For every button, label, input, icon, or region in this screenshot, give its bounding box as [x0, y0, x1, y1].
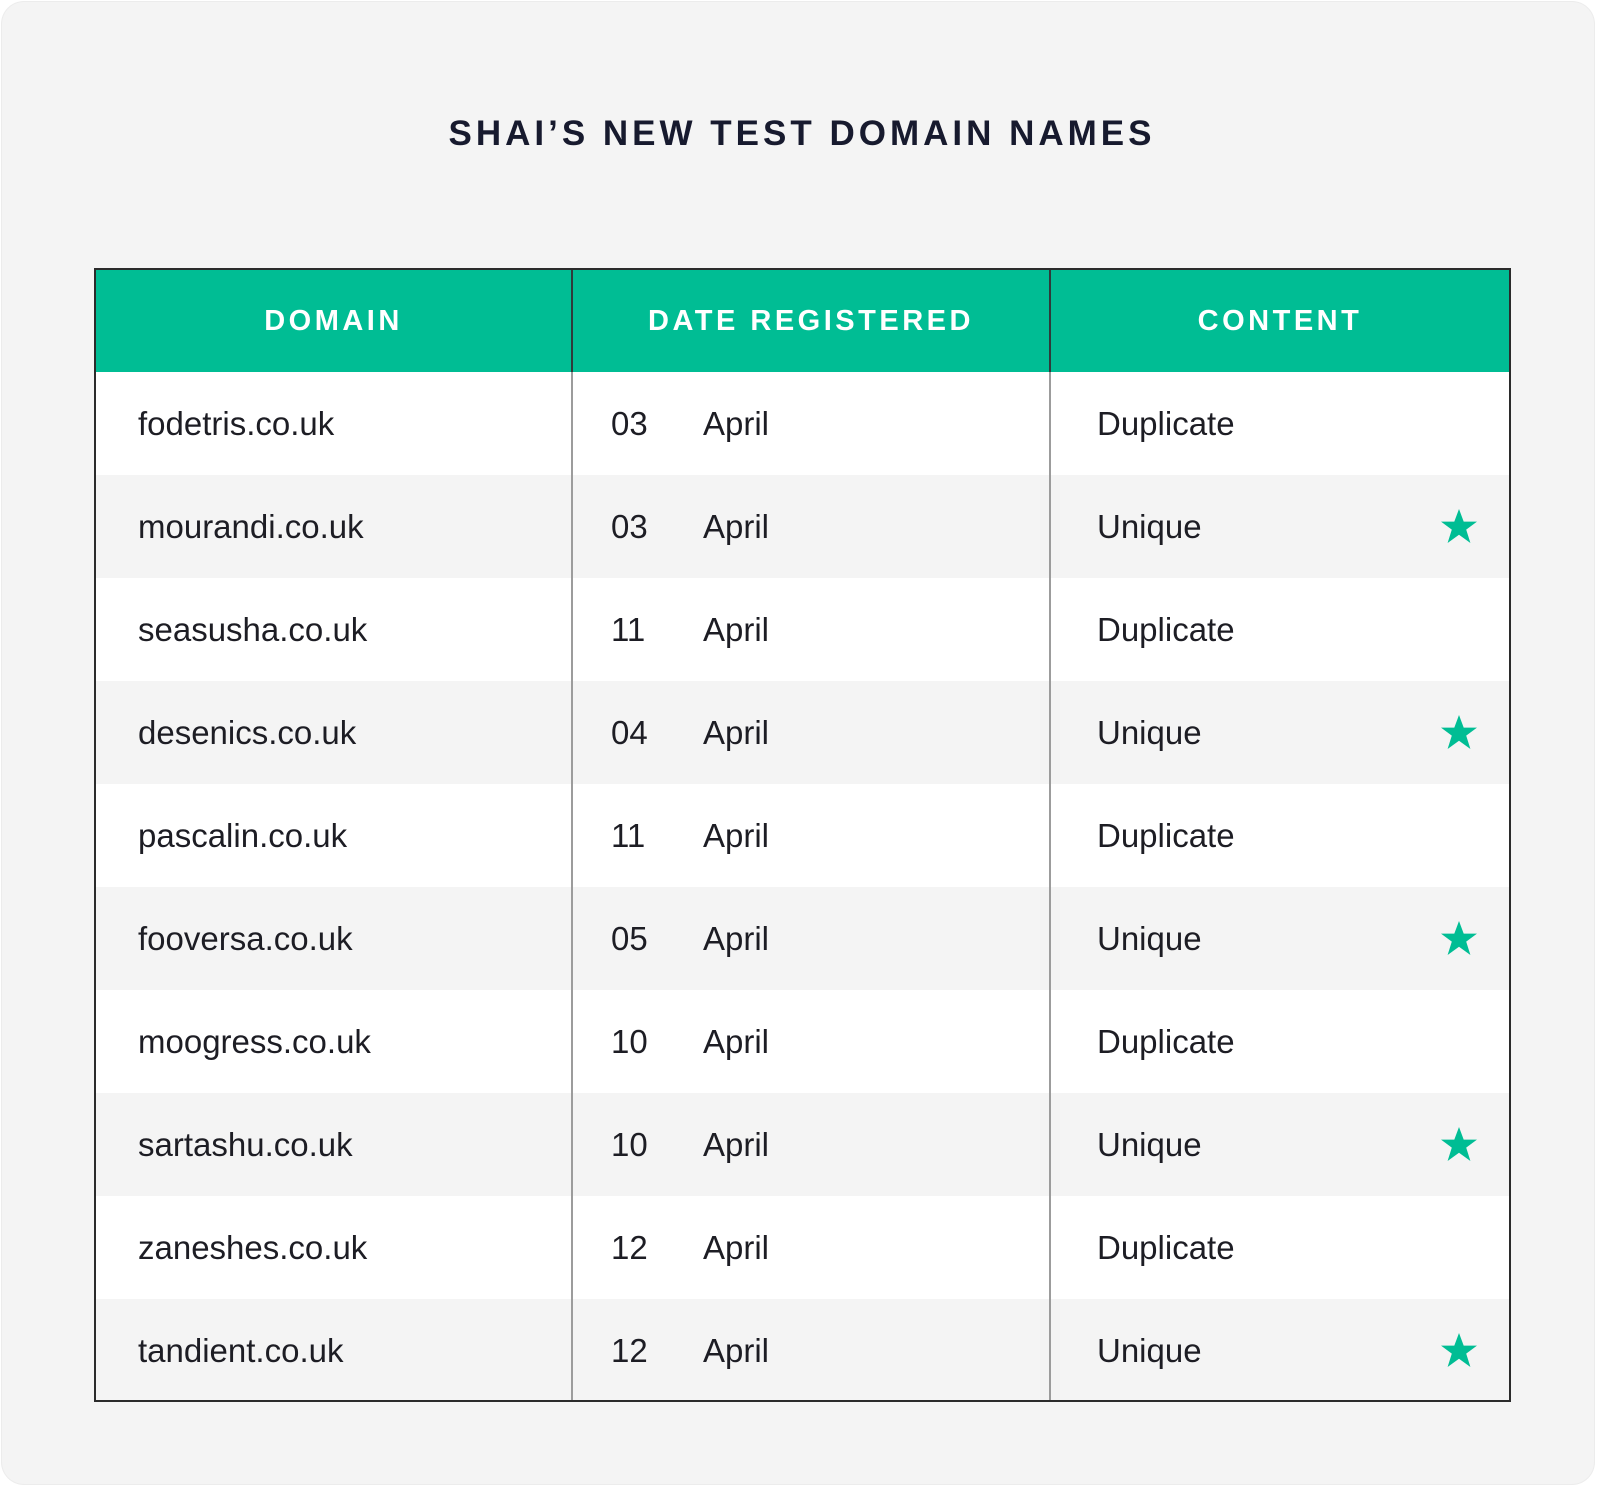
content-label: Unique: [1097, 507, 1202, 545]
table-row: [96, 1093, 1509, 1196]
domain-cell: moogress.co.uk: [96, 990, 572, 1093]
date-cell: [572, 475, 1050, 578]
date-day: 12: [611, 1331, 648, 1369]
date-day: 05: [611, 919, 648, 957]
content-cell: [1050, 372, 1509, 475]
page-title: SHAI’S NEW TEST DOMAIN NAMES: [448, 114, 1156, 153]
table-row: [96, 1299, 1509, 1402]
date-day: 03: [611, 404, 648, 442]
date-cell: [572, 578, 1050, 681]
content-cell: [1050, 990, 1509, 1093]
domain-cell: seasusha.co.uk: [96, 578, 572, 681]
column-header-domain: DOMAIN: [96, 270, 572, 372]
domain-cell: mourandi.co.uk: [96, 475, 572, 578]
column-header-content: CONTENT: [1197, 304, 1363, 337]
date-cell: [572, 1299, 1050, 1402]
content-cell: [1050, 578, 1509, 681]
table-row: [96, 990, 1509, 1093]
domain-cell: tandient.co.uk: [96, 1299, 572, 1402]
date-month: April: [703, 1228, 770, 1266]
table-row: [96, 475, 1509, 578]
content-cell: [1050, 475, 1509, 578]
date-day: 10: [611, 1125, 648, 1163]
date-day: 11: [611, 610, 646, 648]
star-icon: [1439, 1331, 1479, 1371]
star-icon: [1439, 919, 1479, 959]
page-card: [2, 2, 1594, 1484]
content-label: Unique: [1097, 1125, 1202, 1163]
date-month: April: [703, 507, 770, 545]
date-month: April: [703, 610, 770, 648]
table-row: [96, 887, 1509, 990]
table-row: [96, 372, 1509, 475]
date-cell: [572, 372, 1050, 475]
table-header-row: [96, 270, 1509, 372]
domain-cell: zaneshes.co.uk: [96, 1196, 572, 1299]
domain-cell: pascalin.co.uk: [96, 784, 572, 887]
domain-table: [94, 268, 1511, 1402]
date-cell: [572, 681, 1050, 784]
date-month: April: [703, 404, 770, 442]
domain-cell: sartashu.co.uk: [96, 1093, 572, 1196]
table-row: [96, 578, 1509, 681]
content-cell: [1050, 887, 1509, 990]
date-cell: [572, 784, 1050, 887]
content-cell: [1050, 1093, 1509, 1196]
content-label: Duplicate: [1097, 1022, 1235, 1060]
content-cell: [1050, 1299, 1509, 1402]
domain-cell: fodetris.co.uk: [96, 372, 572, 475]
date-month: April: [703, 1331, 770, 1369]
date-day: 03: [611, 507, 648, 545]
date-cell: [572, 990, 1050, 1093]
table-row: [96, 784, 1509, 887]
column-header-date-registered: DATE REGISTERED: [572, 270, 1050, 372]
date-day: 12: [611, 1228, 648, 1266]
content-label: Duplicate: [1097, 610, 1235, 648]
date-cell: [572, 1196, 1050, 1299]
domain-cell: fooversa.co.uk: [96, 887, 572, 990]
table-row: [96, 681, 1509, 784]
content-label: Duplicate: [1097, 816, 1235, 854]
date-day: 11: [611, 816, 646, 854]
date-day: 04: [611, 713, 648, 751]
domain-cell: desenics.co.uk: [96, 681, 572, 784]
content-cell: [1050, 681, 1509, 784]
table-row: [96, 1196, 1509, 1299]
star-icon: [1439, 507, 1479, 547]
content-cell: [1050, 784, 1509, 887]
date-month: April: [703, 919, 770, 957]
content-label: Unique: [1097, 919, 1202, 957]
date-cell: [572, 887, 1050, 990]
date-month: April: [703, 1022, 770, 1060]
star-icon: [1439, 1125, 1479, 1165]
date-month: April: [703, 713, 770, 751]
content-label: Unique: [1097, 713, 1202, 751]
star-icon: [1439, 713, 1479, 753]
date-cell: [572, 1093, 1050, 1196]
date-month: April: [703, 816, 770, 854]
content-label: Duplicate: [1097, 1228, 1235, 1266]
date-month: April: [703, 1125, 770, 1163]
date-day: 10: [611, 1022, 648, 1060]
content-cell: [1050, 1196, 1509, 1299]
content-label: Duplicate: [1097, 404, 1235, 442]
content-label: Unique: [1097, 1331, 1202, 1369]
